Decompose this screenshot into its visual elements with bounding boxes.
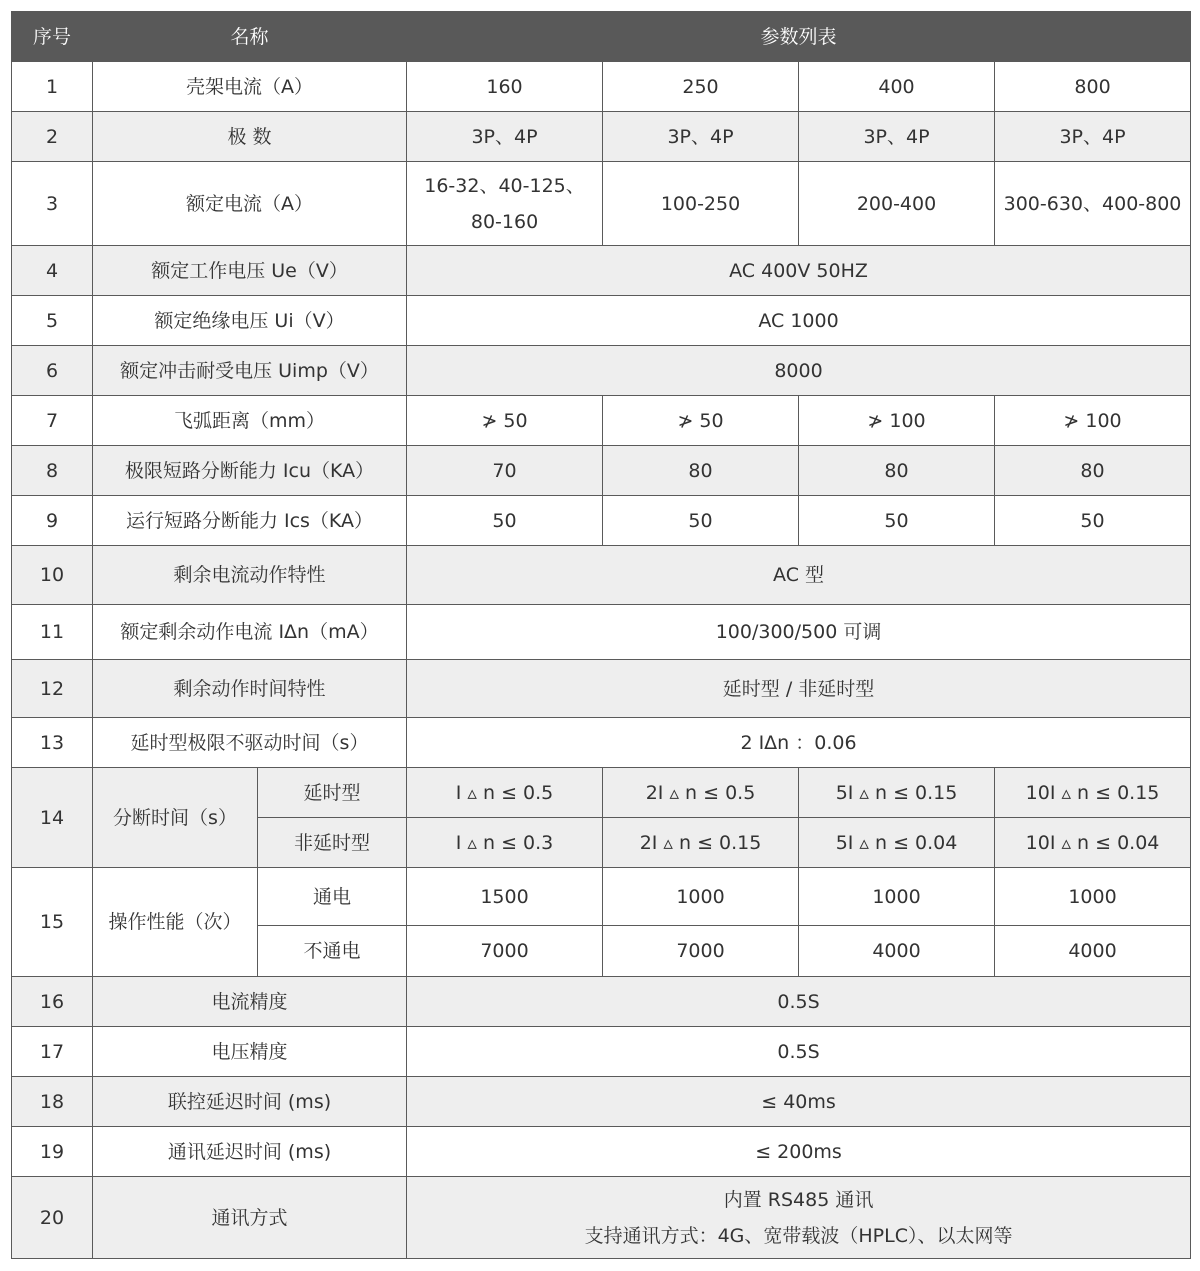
sub-row-name: 延时型 (258, 768, 407, 818)
value-cell: AC 400V 50HZ (407, 246, 1191, 296)
table-row (12, 396, 1191, 446)
row-index: 2 (12, 112, 93, 162)
value-cell: 1000 (799, 868, 995, 926)
value-cell: 50 (799, 496, 995, 546)
value-cell: 100-250 (603, 162, 799, 246)
value-cell: 0.5S (407, 1027, 1191, 1077)
row-index: 12 (12, 660, 93, 718)
value-cell: 3P、4P (995, 112, 1191, 162)
row-index: 16 (12, 977, 93, 1027)
value-cell: 50 (407, 496, 603, 546)
row-name: 飞弧距离（mm） (93, 396, 407, 446)
row-index: 10 (12, 546, 93, 605)
value-cell: 800 (995, 62, 1191, 112)
table-row (12, 660, 1191, 718)
value-cell: 8000 (407, 346, 1191, 396)
header-row (12, 12, 1191, 62)
row-index: 17 (12, 1027, 93, 1077)
row-name: 电压精度 (93, 1027, 407, 1077)
header-params: 参数列表 (407, 12, 1191, 62)
value-cell: 70 (407, 446, 603, 496)
row-name: 额定冲击耐受电压 Uimp（V） (93, 346, 407, 396)
value-cell: 250 (603, 62, 799, 112)
row-name: 分断时间（s） (93, 768, 258, 868)
row-name: 极 数 (93, 112, 407, 162)
value-cell: 2I ▵ n ≤ 0.15 (603, 818, 799, 868)
value-cell: 300-630、400-800 (995, 162, 1191, 246)
table-row (12, 62, 1191, 112)
sub-row-name: 通电 (258, 868, 407, 926)
value-cell: 1000 (603, 868, 799, 926)
value-cell: ≯ 50 (603, 396, 799, 446)
row-index: 5 (12, 296, 93, 346)
row-index: 8 (12, 446, 93, 496)
table-row (12, 1077, 1191, 1127)
table-row (12, 162, 1191, 246)
value-cell: 3P、4P (407, 112, 603, 162)
row-name: 额定剩余动作电流 IΔn（mA） (93, 605, 407, 660)
table-row (12, 446, 1191, 496)
row-index: 20 (12, 1177, 93, 1259)
table-row (12, 868, 1191, 926)
value-cell: ≤ 40ms (407, 1077, 1191, 1127)
value-cell: 100/300/500 可调 (407, 605, 1191, 660)
table-row (12, 1027, 1191, 1077)
value-cell: 2I ▵ n ≤ 0.5 (603, 768, 799, 818)
value-cell: ≯ 100 (799, 396, 995, 446)
value-cell: ≯ 100 (995, 396, 1191, 446)
row-index: 7 (12, 396, 93, 446)
table-row (12, 1127, 1191, 1177)
value-line: 80-160 (470, 210, 539, 233)
row-index: 4 (12, 246, 93, 296)
value-cell: 50 (995, 496, 1191, 546)
header-name: 名称 (93, 12, 407, 62)
value-cell: 1500 (407, 868, 603, 926)
row-name: 额定电流（A） (93, 162, 407, 246)
value-cell: 1000 (995, 868, 1191, 926)
row-index: 6 (12, 346, 93, 396)
value-cell: 10I ▵ n ≤ 0.15 (995, 768, 1191, 818)
value-line: 支持通讯方式：4G、宽带载波（HPLC）、以太网等 (584, 1224, 1013, 1247)
value-cell: AC 型 (407, 546, 1191, 605)
row-index: 14 (12, 768, 93, 868)
table-row (12, 496, 1191, 546)
row-name: 极限短路分断能力 Icu（KA） (93, 446, 407, 496)
value-cell: I ▵ n ≤ 0.3 (407, 818, 603, 868)
value-cell: ≯ 50 (407, 396, 603, 446)
row-index: 19 (12, 1127, 93, 1177)
row-index: 13 (12, 718, 93, 768)
value-cell: 200-400 (799, 162, 995, 246)
table-row (12, 605, 1191, 660)
value-cell: 5I ▵ n ≤ 0.04 (799, 818, 995, 868)
value-cell: I ▵ n ≤ 0.5 (407, 768, 603, 818)
value-line: 内置 RS485 通讯 (723, 1188, 874, 1211)
value-cell: 10I ▵ n ≤ 0.04 (995, 818, 1191, 868)
row-name: 剩余电流动作特性 (93, 546, 407, 605)
spec-table (11, 11, 1191, 1259)
row-name: 延时型极限不驱动时间（s） (93, 718, 407, 768)
row-name: 联控延迟时间 (ms) (93, 1077, 407, 1127)
value-cell (407, 162, 603, 246)
row-index: 11 (12, 605, 93, 660)
value-cell: 80 (995, 446, 1191, 496)
row-name: 壳架电流（A） (93, 62, 407, 112)
value-cell: 160 (407, 62, 603, 112)
row-name: 剩余动作时间特性 (93, 660, 407, 718)
header-index: 序号 (12, 12, 93, 62)
row-index: 3 (12, 162, 93, 246)
value-cell: 3P、4P (799, 112, 995, 162)
value-cell: 5I ▵ n ≤ 0.15 (799, 768, 995, 818)
value-cell (407, 1177, 1191, 1259)
value-cell: 2 IΔn ：0.06 (407, 718, 1191, 768)
row-name: 额定绝缘电压 Ui（V） (93, 296, 407, 346)
value-cell: 延时型 / 非延时型 (407, 660, 1191, 718)
table-row (12, 546, 1191, 605)
value-cell: 0.5S (407, 977, 1191, 1027)
value-cell: 80 (799, 446, 995, 496)
value-cell: ≤ 200ms (407, 1127, 1191, 1177)
sub-row-name: 非延时型 (258, 818, 407, 868)
row-name: 通讯方式 (93, 1177, 407, 1259)
row-name: 电流精度 (93, 977, 407, 1027)
value-cell: 3P、4P (603, 112, 799, 162)
value-cell: AC 1000 (407, 296, 1191, 346)
row-name: 运行短路分断能力 Ics（KA） (93, 496, 407, 546)
table-row (12, 768, 1191, 818)
table-row (12, 977, 1191, 1027)
row-index: 15 (12, 868, 93, 977)
row-name: 通讯延迟时间 (ms) (93, 1127, 407, 1177)
sub-row-name: 不通电 (258, 926, 407, 977)
table-row (12, 346, 1191, 396)
value-cell: 50 (603, 496, 799, 546)
value-cell: 80 (603, 446, 799, 496)
table-row (12, 296, 1191, 346)
row-name: 额定工作电压 Ue（V） (93, 246, 407, 296)
table-row (12, 246, 1191, 296)
value-cell: 7000 (603, 926, 799, 977)
value-cell: 400 (799, 62, 995, 112)
value-cell: 4000 (995, 926, 1191, 977)
value-cell: 4000 (799, 926, 995, 977)
value-line: 16-32、40-125、 (424, 174, 585, 197)
value-cell: 7000 (407, 926, 603, 977)
row-index: 18 (12, 1077, 93, 1127)
row-index: 1 (12, 62, 93, 112)
row-index: 9 (12, 496, 93, 546)
table-row (12, 1177, 1191, 1259)
table-row (12, 718, 1191, 768)
table-row (12, 112, 1191, 162)
row-name: 操作性能（次） (93, 868, 258, 977)
